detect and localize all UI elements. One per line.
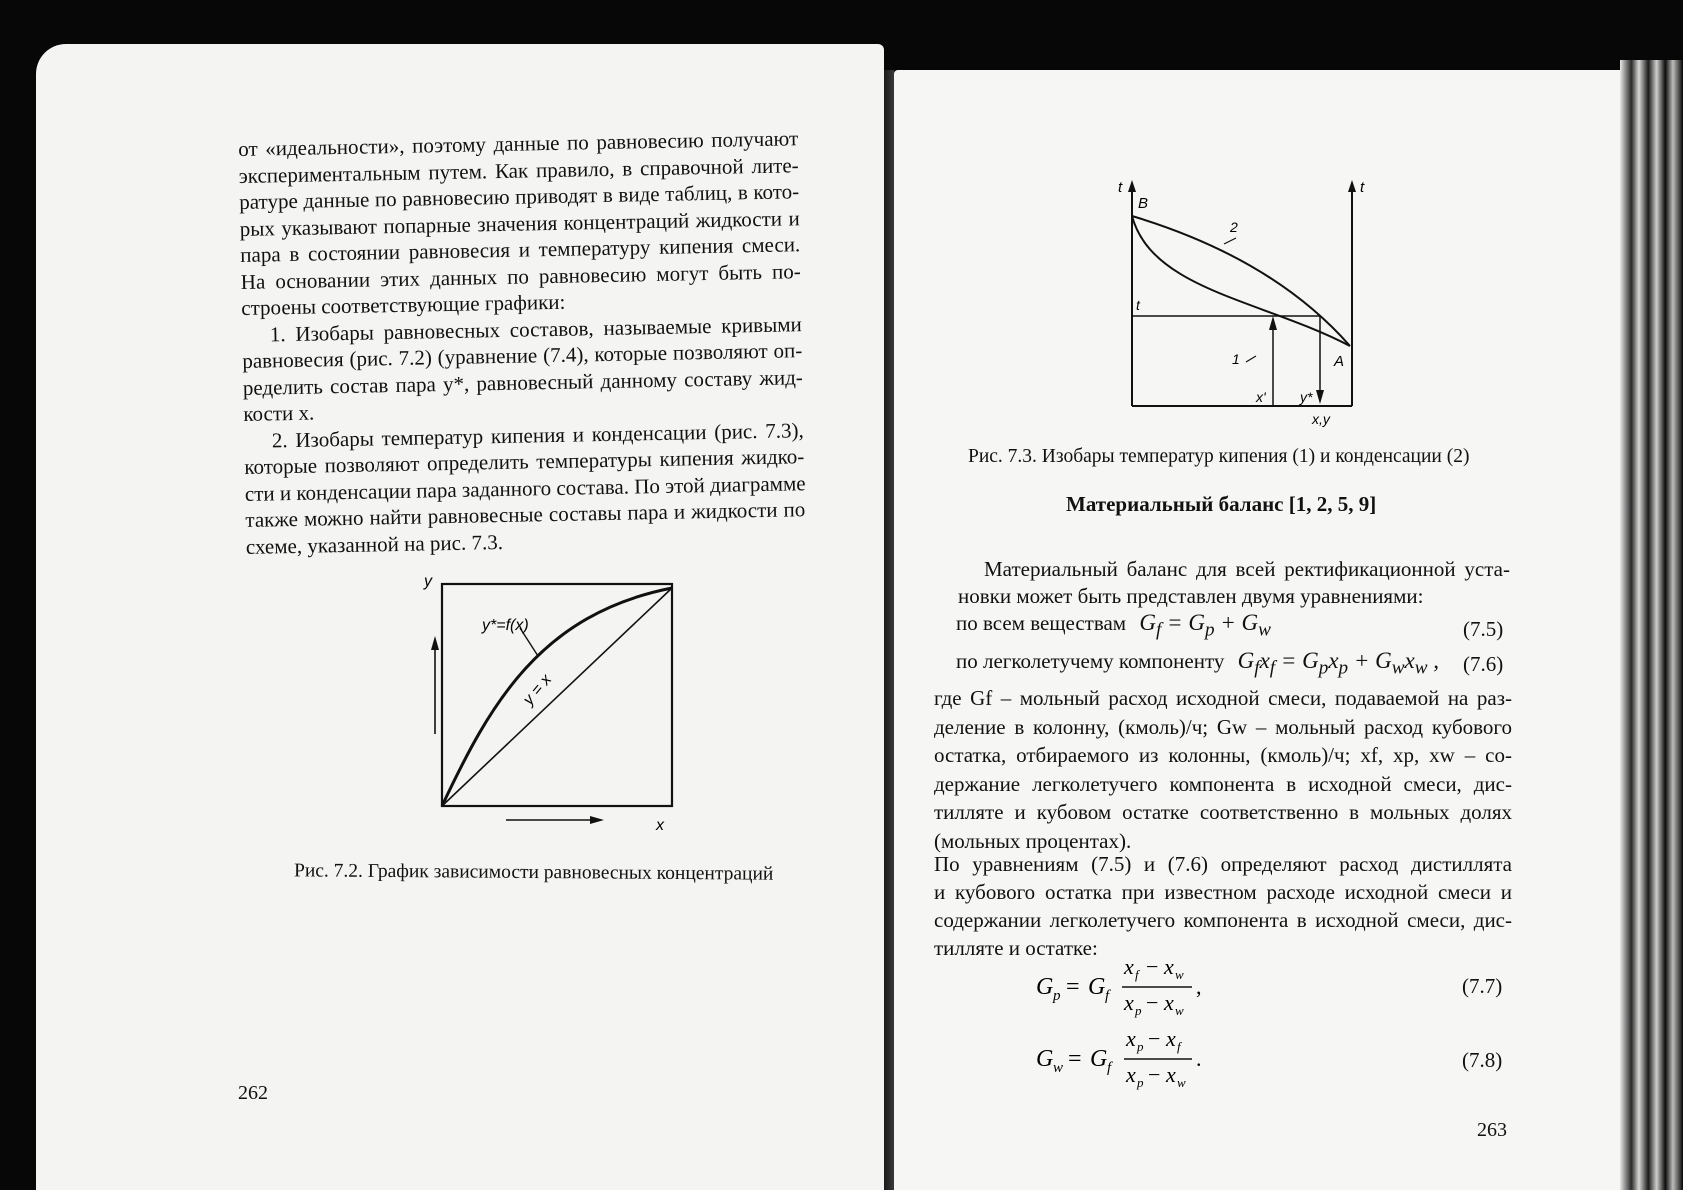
svg-text:x: x bbox=[1126, 1026, 1136, 1051]
svg-text:f: f bbox=[1135, 967, 1139, 982]
svg-text:f: f bbox=[1107, 1060, 1112, 1076]
text-line: схеме, указанной на рис. 7.3. bbox=[245, 529, 504, 559]
fig73-left-axis-label: t bbox=[1118, 179, 1123, 196]
fig72-right-arrow bbox=[506, 816, 604, 824]
svg-text:G: G bbox=[1088, 974, 1106, 1000]
text-line: содержании легколетучего компонента в исходной смеси, дис- bbox=[934, 908, 1512, 932]
fig73-y-mark: y* bbox=[1300, 389, 1313, 405]
fig73-right-axis bbox=[1348, 180, 1356, 406]
fig72-diagonal-label: y = x bbox=[520, 671, 556, 709]
section-heading: Материальный баланс [1, 2, 5, 9] bbox=[1066, 492, 1377, 516]
text-line: пара в состоянии равновесия и температуру кипения смеси. bbox=[240, 232, 801, 267]
fig73-point-a: A bbox=[1334, 353, 1345, 370]
fig73-y-down-arrow bbox=[1316, 316, 1324, 404]
svg-text:x: x bbox=[1164, 954, 1174, 979]
text-line: сти и конденсации пара заданного состава. По этой диаграмме bbox=[244, 470, 806, 506]
svg-text:G: G bbox=[1036, 974, 1054, 1000]
text-line: также можно найти равновесные составы пара и жидкости по bbox=[245, 497, 806, 532]
fig72-y-axis-label: y bbox=[424, 573, 432, 590]
figure-7-2-equilibrium-diagram bbox=[420, 574, 680, 834]
text-line: которые позволяют определить температуры кипения жидко- bbox=[244, 444, 805, 479]
text-line: новки может быть представлен двумя уравнениями: bbox=[958, 583, 1424, 608]
fig73-x-mark: x' bbox=[1256, 389, 1266, 405]
svg-text:p: p bbox=[1137, 1075, 1144, 1090]
svg-text:p: p bbox=[1053, 988, 1061, 1004]
fig73-curve-2-label: 2 bbox=[1230, 219, 1238, 235]
text-line: По уравнениям (7.5) и (7.6) определяют расход дистиллята bbox=[934, 852, 1512, 876]
page-number-left: 262 bbox=[238, 1082, 268, 1104]
text-line: от «идеальности», поэтому данные по равновесию получают bbox=[238, 126, 799, 161]
text-line: ратуре данные по равновесию приводят в виде таблиц, в кото- bbox=[239, 179, 800, 214]
svg-text:−: − bbox=[1148, 1062, 1161, 1087]
equation-7-8 bbox=[1036, 1022, 1226, 1092]
eq-7-5-formula: $G_f = G_p + G_w$ bbox=[1139, 610, 1271, 641]
fig73-right-axis-label: t bbox=[1360, 179, 1365, 196]
fig72-curve-label: y*=f(x) bbox=[482, 617, 529, 634]
svg-text:x: x bbox=[1124, 954, 1134, 979]
svg-text:w: w bbox=[1053, 1060, 1064, 1076]
definitions-text bbox=[934, 684, 1512, 855]
equation-7-6 bbox=[956, 648, 1439, 680]
fig72-diagonal-line bbox=[442, 588, 672, 806]
text-line: ределить состав пара y*, равновесный данному составу жид- bbox=[242, 364, 803, 400]
svg-text:−: − bbox=[1148, 1026, 1161, 1051]
fig72-up-arrow bbox=[431, 636, 439, 734]
svg-text:w: w bbox=[1177, 1075, 1186, 1090]
svg-text:G: G bbox=[1090, 1046, 1108, 1072]
page-edges bbox=[1620, 60, 1683, 1190]
svg-text:−: − bbox=[1146, 954, 1159, 979]
svg-text:p: p bbox=[1137, 1039, 1144, 1054]
text-line: остатка, отбираемого из колонны, (кмоль)/ч; xf, xp, xw – со- bbox=[934, 743, 1512, 767]
equation-7-6-number: (7.6) bbox=[1463, 652, 1504, 676]
page-number-right: 263 bbox=[1477, 1119, 1507, 1141]
svg-text:,: , bbox=[1196, 974, 1202, 999]
fig73-t-level-label: t bbox=[1136, 297, 1140, 313]
left-body-text bbox=[238, 125, 806, 560]
text-line: деление в колонну, (кмоль)/ч; Gw – мольный расход кубового bbox=[934, 714, 1512, 739]
fig73-leader-2 bbox=[1224, 238, 1236, 244]
eq-7-6-prefix: по легколетучему компоненту bbox=[956, 649, 1225, 673]
text-line: экспериментальным путем. Как правило, в справочной лите- bbox=[238, 152, 799, 188]
svg-text:x: x bbox=[1166, 1026, 1176, 1051]
usage-text bbox=[934, 850, 1512, 962]
fig73-x-up-arrow bbox=[1269, 316, 1277, 406]
text-line: и кубового остатка при известном расходе исходной смеси и bbox=[934, 880, 1512, 904]
fig73-boiling-curve-1 bbox=[1132, 216, 1350, 346]
svg-text:p: p bbox=[1135, 1003, 1142, 1018]
figure-7-2-caption: Рис. 7.2. График зависимости равновесных концентраций bbox=[293, 860, 774, 885]
equation-7-7-number: (7.7) bbox=[1462, 974, 1503, 998]
equation-7-5 bbox=[956, 610, 1271, 642]
text-line: 1. Изобары равновесных составов, называемые кривыми bbox=[269, 311, 802, 346]
text-line: держание легколетучего компонента в исходной смеси, дис- bbox=[934, 771, 1512, 796]
svg-text:f: f bbox=[1177, 1039, 1181, 1054]
fig73-leader-1 bbox=[1246, 356, 1256, 362]
fig73-point-b: B bbox=[1138, 195, 1149, 212]
book-spine bbox=[884, 70, 894, 1190]
equation-7-7 bbox=[1036, 950, 1226, 1020]
text-line: тилляте и кубовом остатке соответственно в мольных долях bbox=[934, 800, 1512, 824]
text-line: равновесия (рис. 7.2) (уравнение (7.4), которые позволяют оп- bbox=[242, 338, 803, 373]
figure-7-3-boiling-condensation-diagram bbox=[1112, 180, 1372, 440]
eq-7-5-prefix: по всем веществам bbox=[956, 611, 1127, 635]
svg-text:G: G bbox=[1036, 1046, 1054, 1072]
text-line: строены соответствующие графики: bbox=[241, 289, 566, 320]
text-line: 2. Изобары температур кипения и конденсации (рис. 7.3), bbox=[271, 417, 804, 452]
text-line: Материальный баланс для всей ректификационной уста- bbox=[984, 557, 1510, 581]
right-intro-text bbox=[958, 556, 1510, 609]
equation-7-5-number: (7.5) bbox=[1463, 617, 1504, 641]
svg-text:=: = bbox=[1068, 1046, 1082, 1072]
svg-text:=: = bbox=[1066, 974, 1080, 1000]
svg-text:x: x bbox=[1166, 1062, 1176, 1087]
svg-text:w: w bbox=[1175, 1003, 1184, 1018]
equation-7-8-number: (7.8) bbox=[1462, 1048, 1503, 1072]
text-line: тилляте и остатке: bbox=[934, 936, 1098, 960]
fig73-left-axis bbox=[1128, 180, 1136, 406]
svg-text:x: x bbox=[1164, 990, 1174, 1015]
svg-text:x: x bbox=[1126, 1062, 1136, 1087]
figure-7-3-caption: Рис. 7.3. Изобары температур кипения (1) и конденсации (2) bbox=[968, 446, 1470, 467]
fig73-bottom-label: x,y bbox=[1312, 411, 1330, 427]
svg-text:x: x bbox=[1124, 990, 1134, 1015]
fig72-x-axis-label: x bbox=[656, 817, 664, 834]
text-line: На основании этих данных по равновесию могут быть по- bbox=[240, 258, 801, 294]
text-line: (мольных процентах). bbox=[934, 828, 1132, 853]
fig73-condensation-curve-2 bbox=[1132, 216, 1350, 346]
text-line: где Gf – мольный расход исходной смеси, подаваемой на раз- bbox=[934, 686, 1512, 710]
eq-7-6-formula: $G_fx_f = G_px_p + G_wx_w$ , bbox=[1237, 648, 1440, 679]
svg-text:.: . bbox=[1196, 1046, 1202, 1071]
fig73-curve-1-label: 1 bbox=[1232, 351, 1240, 367]
svg-text:−: − bbox=[1146, 990, 1159, 1015]
text-line: кости x. bbox=[243, 400, 315, 426]
svg-text:w: w bbox=[1175, 967, 1184, 982]
text-line: рых указывают попарные значения концентраций жидкости и bbox=[239, 205, 800, 241]
svg-text:f: f bbox=[1105, 988, 1110, 1004]
